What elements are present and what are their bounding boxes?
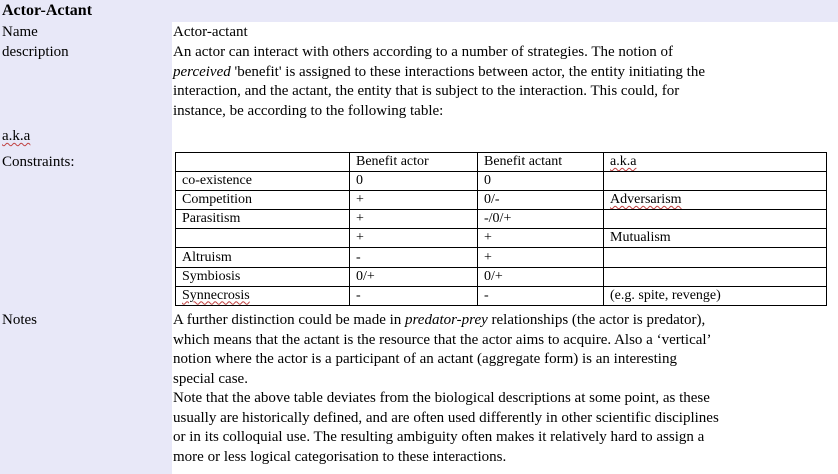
table-row (176, 172, 827, 191)
table-cell: (e.g. spite, revenge) (604, 286, 827, 305)
table-cell: -/0/+ (478, 210, 604, 229)
header-bar (0, 0, 838, 22)
notes-line: Note that the above table deviates from the biological descriptions at some point, as these (173, 390, 710, 406)
table-header-cell: Benefit actant (478, 153, 604, 172)
table-row (176, 286, 827, 305)
notes-line: more or less logical categorisation to these interactions. (173, 448, 507, 465)
benefit-table (175, 152, 827, 306)
emphasis-predator-prey: predator-prey (405, 312, 488, 328)
name-value: Actor-actant (173, 24, 248, 40)
table-cell: 0 (478, 172, 604, 191)
table-cell: - (350, 286, 478, 305)
table-cell: + (478, 248, 604, 267)
notes-line: notion where the actor is a participant of an actant (aggregate form) is an interesting (173, 351, 677, 367)
table-cell: + (350, 229, 478, 248)
table-row (176, 267, 827, 286)
notes-text (173, 311, 833, 467)
table-cell: Mutualism (604, 229, 827, 248)
emphasis-perceived: perceived (173, 63, 231, 80)
table-row (176, 191, 827, 210)
table-cell: Adversarism (604, 191, 827, 210)
table-row (176, 229, 827, 248)
notes-line: special case. (173, 370, 248, 387)
table-cell: Altruism (176, 248, 350, 267)
table-cell: Competition (176, 191, 350, 210)
table-header-cell: Benefit actor (350, 153, 478, 172)
description-line: interaction, and the actant, the entity that is subject to the interaction. This could, for (173, 83, 680, 99)
notes-line: or in its colloquial use. The resulting ambiguity often makes it relatively hard to assign a (173, 429, 705, 445)
table-header-cell: a.k.a (604, 153, 827, 172)
label-constraints: Constraints: (2, 154, 75, 170)
table-cell (604, 248, 827, 267)
notes-line: which means that the actant is the resource that the actor aims to acquire. Also a ‘vertical’ (173, 331, 712, 348)
label-aka: a.k.a (2, 128, 31, 144)
table-cell: 0/+ (350, 267, 478, 286)
table-header-cell (176, 153, 350, 172)
table-cell: - (350, 248, 478, 267)
description-line: perceived 'benefit' is assigned to these interactions between actor, the entity initiating the (173, 63, 706, 80)
notes-line: A further distinction could be made in predator-prey relationships (the actor is predator), (173, 312, 706, 328)
label-description: description (2, 44, 69, 60)
table-row (176, 210, 827, 229)
table-cell: + (478, 229, 604, 248)
label-column (0, 22, 172, 474)
table-cell: + (350, 210, 478, 229)
description-line: instance, be according to the following table: (173, 102, 444, 119)
description-text (173, 43, 833, 121)
table-cell: 0/- (478, 191, 604, 210)
page-title: Actor-Actant (2, 2, 93, 19)
table-header-row (176, 153, 827, 172)
label-name: Name (2, 24, 38, 40)
table-cell: + (350, 191, 478, 210)
table-cell: Parasitism (176, 210, 350, 229)
table-row (176, 248, 827, 267)
table-cell (604, 172, 827, 191)
table-cell: co-existence (176, 172, 350, 191)
notes-line: usually are historically defined, and are often used differently in other scientific disciplines (173, 409, 719, 426)
table-cell (176, 229, 350, 248)
description-line: An actor can interact with others according to a number of strategies. The notion of (173, 44, 673, 60)
table-cell: - (478, 286, 604, 305)
table-cell (604, 210, 827, 229)
table-cell (604, 267, 827, 286)
table-cell: 0 (350, 172, 478, 191)
table-cell: Symbiosis (176, 267, 350, 286)
table-cell: 0/+ (478, 267, 604, 286)
label-notes: Notes (2, 312, 37, 328)
table-cell: Synnecrosis (176, 286, 350, 305)
